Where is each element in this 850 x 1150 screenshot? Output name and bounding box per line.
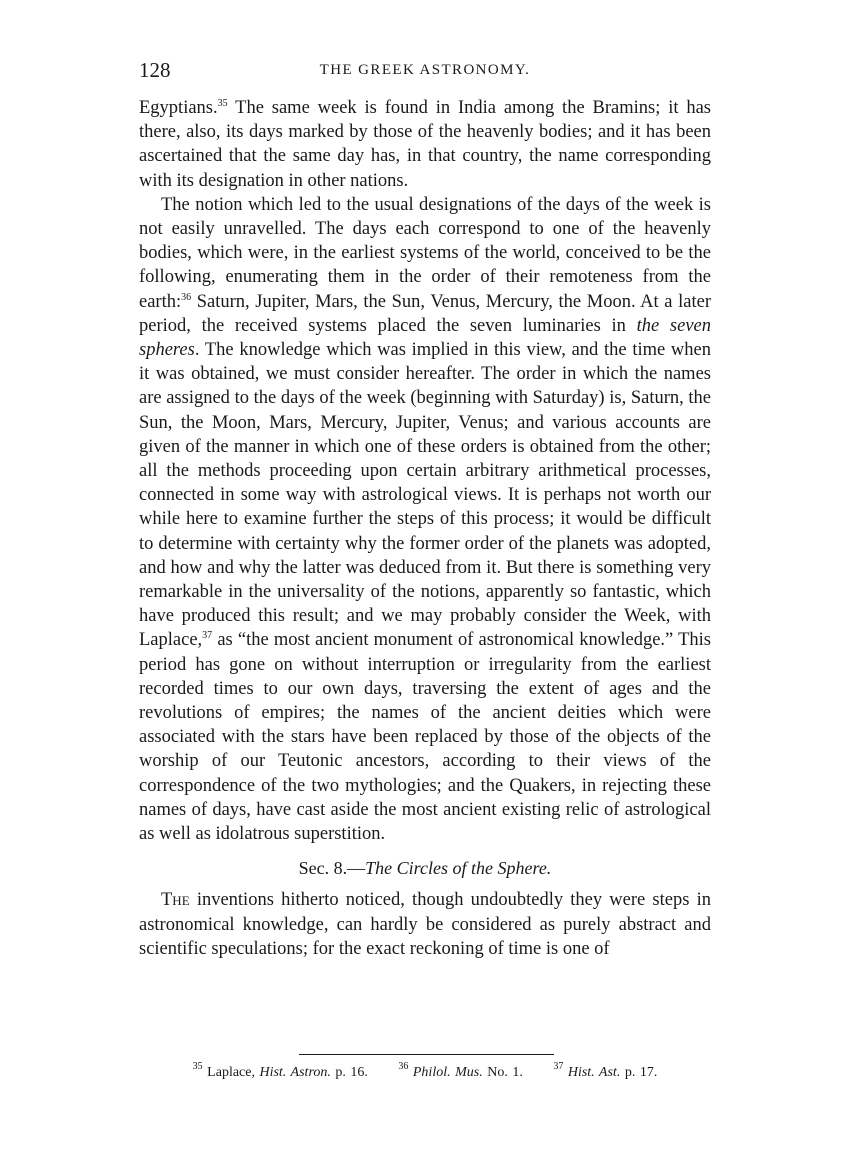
footnote-text: No. 1. <box>482 1065 523 1080</box>
body-text <box>139 96 711 961</box>
footnote-marker: 37 <box>553 1061 564 1072</box>
italic-phrase: the seven spheres <box>139 315 712 361</box>
footnotes <box>139 1061 711 1081</box>
paragraph-text: The notion which led to the usual designations of the days of the week is not easily unravelled. The days each correspond to one of the heavenly bodies, which were, in the earliest systems of the world, conceived to be the following, enumerating them in the order of their remoteness from the earth: <box>139 194 711 312</box>
paragraph-3 <box>139 888 711 961</box>
running-title: THE GREEK ASTRONOMY. <box>319 62 531 78</box>
page-header <box>139 58 711 88</box>
paragraph-text: Saturn, Jupiter, Mars, the Sun, Venus, Mercury, the Moon. At a later period, the received systems placed the seven luminaries in <box>139 291 711 336</box>
paragraph-text: Egyptians. <box>139 98 218 118</box>
footnote-marker: 35 <box>192 1061 203 1072</box>
paragraph-text: . The knowledge which was implied in this view, and the time when it was obtained, we must consider hereafter. The order in which the names are assigned to the days of the week (beginning with Saturday) is, Saturn, the Sun, the Moon, Mars, Mercury, Jupiter, Venus; and various accounts are given of the manner in which one of these orders is obtained from the other; all the methods proceeding upon certain arbitrary arithmetical processes, connected in some way with astrological views. It is perhaps not worth our while here to examine further the steps of this process; it would be difficult to determine with certainty why the former order of the planets was adopted, and how and why the latter was deduced from it. But there is something very remarkable in the universality of the notions, apparently so fantastic, which have produced this result; and we may probably consider the Week, with Laplace, <box>139 340 711 651</box>
paragraph-2 <box>139 193 711 846</box>
paragraph-text: The same week is found in India among the Bramins; it has there, also, its days marked by those of the heavenly bodies; and it has been ascertained that the same day has, in that country, the name corresponding with its designation in other nations. <box>139 98 711 191</box>
footnote-37 <box>553 1061 658 1080</box>
footnote-rule <box>299 1054 554 1055</box>
footnote-ref-37: 37 <box>202 630 213 642</box>
footnote-ref-35: 35 <box>217 98 228 109</box>
footnote-ref-36: 36 <box>181 291 192 303</box>
page-number: 128 <box>139 58 171 82</box>
paragraph-text: inventions hitherto noticed, though undoubtedly they were steps in astronomical knowledge, can hardly be considered as purely abstract and scientific speculations; for the exact reckoning of time is one of <box>139 890 711 959</box>
footnote-marker: 36 <box>398 1061 409 1072</box>
footnote-36 <box>398 1061 523 1080</box>
footnote-text: p. 16. <box>330 1065 368 1080</box>
footnote-citation: Hist. Astron. <box>259 1065 331 1080</box>
footnote-35 <box>192 1061 368 1080</box>
small-caps-lead: The <box>161 890 190 911</box>
paragraph-1 <box>139 96 711 193</box>
footnote-text: Laplace, <box>202 1065 260 1080</box>
section-heading <box>139 856 711 880</box>
paragraph-text: as “the most ancient monument of astronomical knowledge.” This period has gone on without interruption or irregularity from the earliest recorded times to our own days, traversing the extent of ages and the revolutions of empires; the names of the ancient deities which were associated with the stars have been replaced by those of the objects of the worship of our Teutonic ancestors, according to their views of the correspondence of the two mythologies; and the Quakers, in rejecting these names of days, have cast aside the most ancient existing relic of astrological as well as idolatrous superstition. <box>139 630 711 845</box>
footnote-citation: Hist. Ast. <box>567 1065 621 1080</box>
section-title: The Circles of the Sphere. <box>365 858 552 879</box>
footnote-citation: Philol. Mus. <box>412 1065 483 1080</box>
book-page <box>139 58 712 1080</box>
footnote-text: p. 17. <box>620 1065 658 1080</box>
section-number: Sec. 8.— <box>298 858 366 879</box>
